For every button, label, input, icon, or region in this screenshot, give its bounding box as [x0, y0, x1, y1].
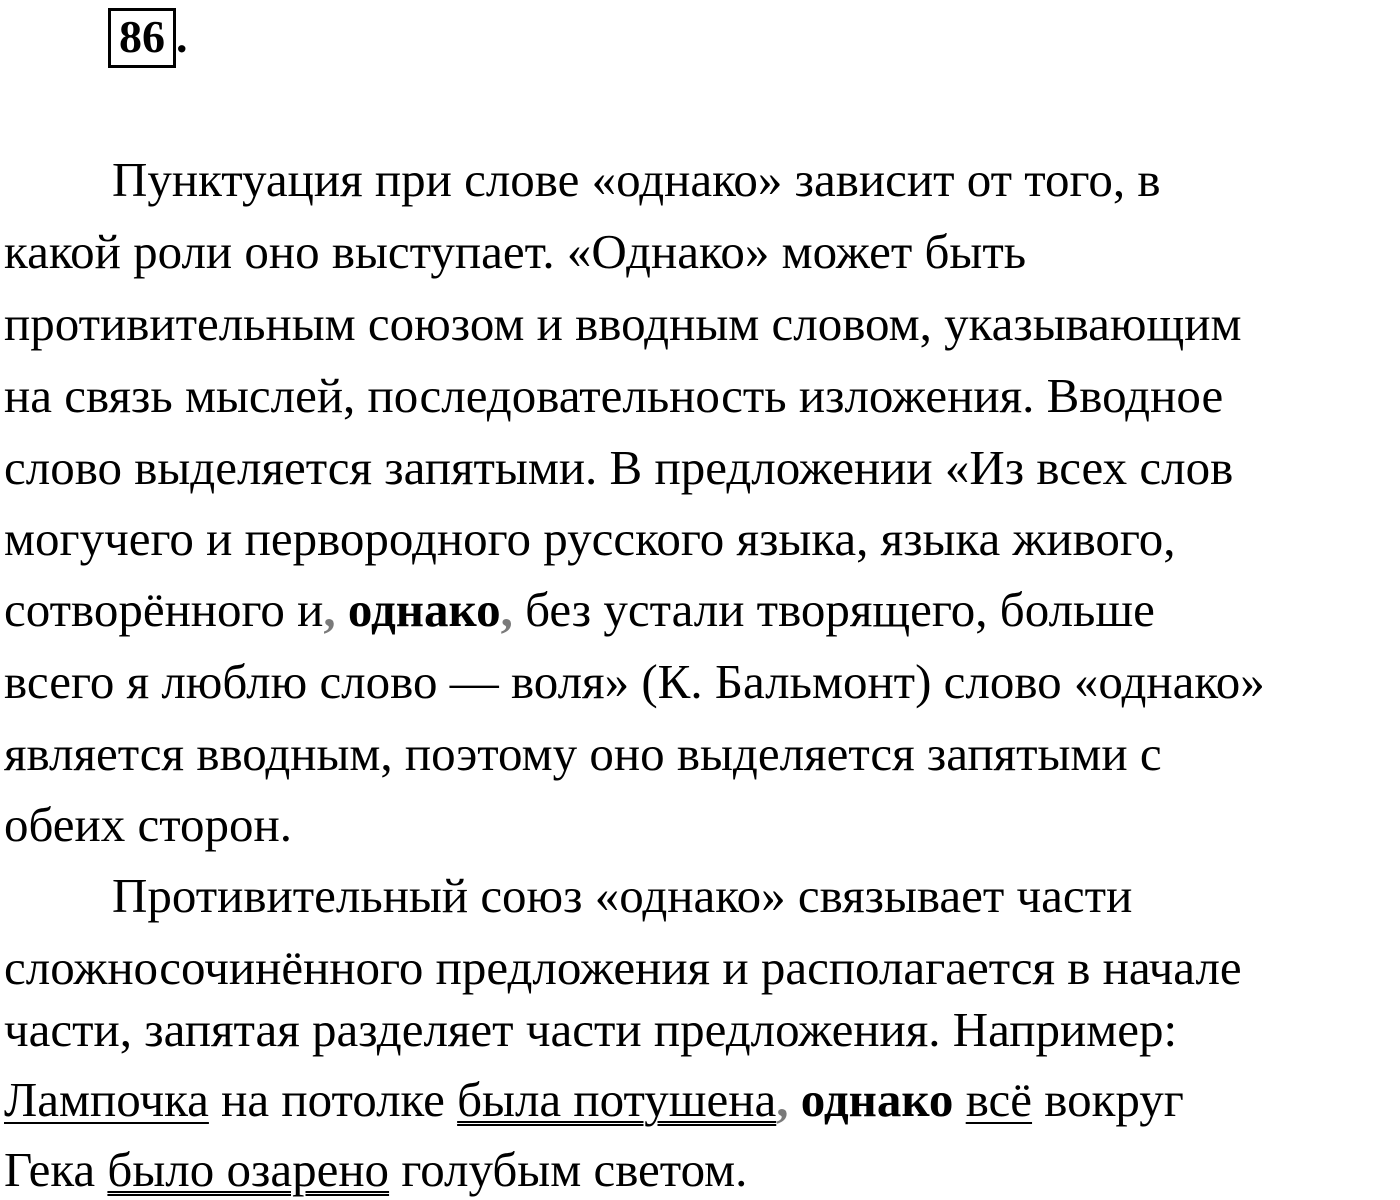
paragraph-1-line-9: является вводным, поэтому оно выделяется запятыми с [4, 726, 1162, 781]
predicate-double-underlined: было озарено [107, 1142, 390, 1197]
example-sentence-line-1 [4, 1070, 1184, 1130]
example-text: Гека [4, 1142, 108, 1197]
highlighted-comma: , [776, 1072, 789, 1127]
highlighted-comma: , [500, 582, 513, 637]
bold-word-odnako: однако [347, 582, 501, 637]
subject-underlined: Лампочка [4, 1072, 209, 1127]
exercise-number [108, 8, 188, 68]
paragraph-1-line-2: какой роли оно выступает. «Однако» может быть [4, 224, 1027, 279]
example-sentence-line-2 [4, 1140, 747, 1200]
exercise-number-dot: . [176, 11, 188, 62]
predicate-double-underlined: была потушена [457, 1072, 777, 1127]
space [788, 1072, 800, 1127]
paragraph-1-line-7 [4, 580, 1155, 640]
paragraph-2-line-2: сложносочинённого предложения и располагается в начале [4, 940, 1242, 995]
exercise-number-box: 86 [108, 8, 176, 68]
space [336, 582, 348, 637]
example-text: голубым светом. [389, 1142, 748, 1197]
paragraph-1-line-1: Пунктуация при слове «однако» зависит от того, в [112, 152, 1161, 207]
paragraph-1-line-8: всего я люблю слово — воля» (К. Бальмонт) слово «однако» [4, 654, 1265, 709]
paragraph-1-line-3: противительным союзом и вводным словом, указывающим [4, 296, 1242, 351]
example-text: на потолке [208, 1072, 458, 1127]
paragraph-1-line-10: обеих сторон. [4, 797, 292, 852]
line-7-before: сотворённого и [4, 582, 324, 637]
line-7-after: без устали творящего, больше [512, 582, 1155, 637]
example-text: вокруг [1032, 1072, 1184, 1127]
paragraph-1-line-4: на связь мыслей, последовательность изложения. Вводное [4, 368, 1224, 423]
paragraph-2-line-1: Противительный союз «однако» связывает части [112, 868, 1133, 923]
paragraph-1-line-5: слово выделяется запятыми. В предложении «Из всех слов [4, 440, 1234, 495]
highlighted-comma: , [323, 582, 336, 637]
paragraph-1-line-6: могучего и первородного русского языка, языка живого, [4, 511, 1176, 566]
subject-underlined: всё [965, 1072, 1033, 1127]
bold-word-odnako: однако [800, 1072, 954, 1127]
space [953, 1072, 965, 1127]
paragraph-2-line-3: части, запятая разделяет части предложения. Например: [4, 1002, 1178, 1057]
